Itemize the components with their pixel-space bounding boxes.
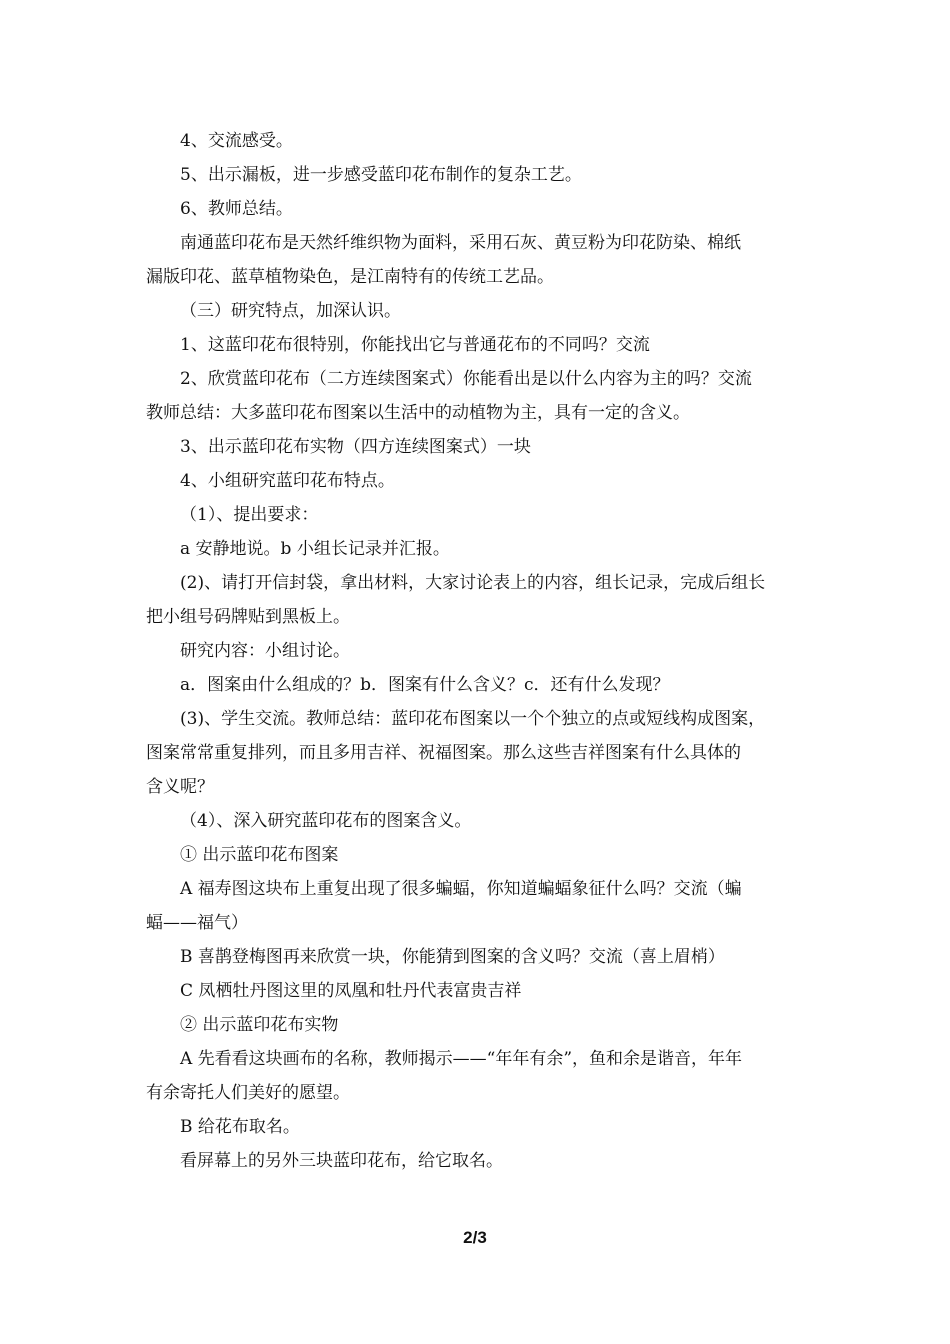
text-line: （1）、提出要求：: [180, 505, 319, 525]
paragraph: [146, 566, 814, 634]
paragraph: [146, 974, 814, 1008]
paragraph: [146, 804, 814, 838]
text-line: 研究内容：小组讨论。: [180, 641, 350, 661]
text-line: 图案常常重复排列，而且多用吉祥、祝福图案。那么这些吉祥图案有什么具体的: [146, 743, 741, 763]
paragraph: [146, 464, 814, 498]
text-line: 2、欣赏蓝印花布（二方连续图案式）你能看出是以什么内容为主的吗？交流: [180, 369, 752, 389]
text-line: ② 出示蓝印花布实物: [180, 1015, 339, 1035]
text-line: （三）研究特点，加深认识。: [180, 301, 401, 321]
text-line: 南通蓝印花布是天然纤维织物为面料，采用石灰、黄豆粉为印花防染、棉纸: [180, 233, 741, 253]
text-line: A 先看看这块画布的名称，教师揭示——“年年有余”，鱼和余是谐音，年年: [180, 1049, 743, 1069]
paragraph: [146, 668, 814, 702]
paragraph: [146, 1008, 814, 1042]
text-line: 4、小组研究蓝印花布特点。: [180, 471, 395, 491]
text-line: (2)、请打开信封袋，拿出材料，大家讨论表上的内容，组长记录，完成后组长: [180, 573, 766, 593]
paragraph: [146, 430, 814, 464]
text-line: 6、教师总结。: [180, 199, 293, 219]
paragraph: [146, 1042, 814, 1110]
text-line: ① 出示蓝印花布图案: [180, 845, 339, 865]
paragraph: [146, 1144, 814, 1178]
text-line: (3)、学生交流。教师总结：蓝印花布图案以一个个独立的点或短线构成图案，: [180, 709, 766, 729]
text-line: A 福寿图这块布上重复出现了很多蝙蝠，你知道蝙蝠象征什么吗？交流（蝙: [180, 879, 742, 899]
paragraph: [146, 1110, 814, 1144]
text-line: 3、出示蓝印花布实物（四方连续图案式）一块: [180, 437, 531, 457]
text-line: 有余寄托人们美好的愿望。: [146, 1083, 350, 1103]
text-line: C 凤栖牡丹图这里的凤凰和牡丹代表富贵吉祥: [180, 981, 522, 1001]
paragraph: [146, 158, 814, 192]
paragraph: [146, 532, 814, 566]
page-number: 2/3: [463, 1228, 487, 1247]
text-line: 5、出示漏板，进一步感受蓝印花布制作的复杂工艺。: [180, 165, 582, 185]
paragraph: [146, 940, 814, 974]
paragraph: [146, 498, 814, 532]
text-line: a．图案由什么组成的？b．图案有什么含义？c．还有什么发现？: [180, 675, 670, 695]
paragraph: [146, 634, 814, 668]
paragraph: [146, 124, 814, 158]
text-line: 含义呢？: [146, 777, 214, 797]
text-line: 1、这蓝印花布很特别，你能找出它与普通花布的不同吗？交流: [180, 335, 650, 355]
paragraph: [146, 872, 814, 940]
document-body: [146, 124, 814, 1178]
paragraph: [146, 362, 814, 430]
paragraph: [146, 226, 814, 294]
text-line: （4）、深入研究蓝印花布的图案含义。: [180, 811, 472, 831]
text-line: B 给花布取名。: [180, 1117, 300, 1137]
text-line: 蝠——福气）: [146, 913, 248, 933]
text-line: B 喜鹊登梅图再来欣赏一块，你能猜到图案的含义吗？交流（喜上眉梢）: [180, 947, 725, 967]
text-line: 4、交流感受。: [180, 131, 293, 151]
paragraph: [146, 328, 814, 362]
text-line: 漏版印花、蓝草植物染色，是江南特有的传统工艺品。: [146, 267, 554, 287]
text-line: a 安静地说。b 小组长记录并汇报。: [180, 539, 450, 559]
paragraph: [146, 192, 814, 226]
text-line: 把小组号码牌贴到黑板上。: [146, 607, 350, 627]
text-line: 看屏幕上的另外三块蓝印花布，给它取名。: [180, 1151, 503, 1171]
text-line: 教师总结：大多蓝印花布图案以生活中的动植物为主，具有一定的含义。: [146, 403, 690, 423]
paragraph: [146, 702, 814, 804]
paragraph: [146, 294, 814, 328]
paragraph: [146, 838, 814, 872]
